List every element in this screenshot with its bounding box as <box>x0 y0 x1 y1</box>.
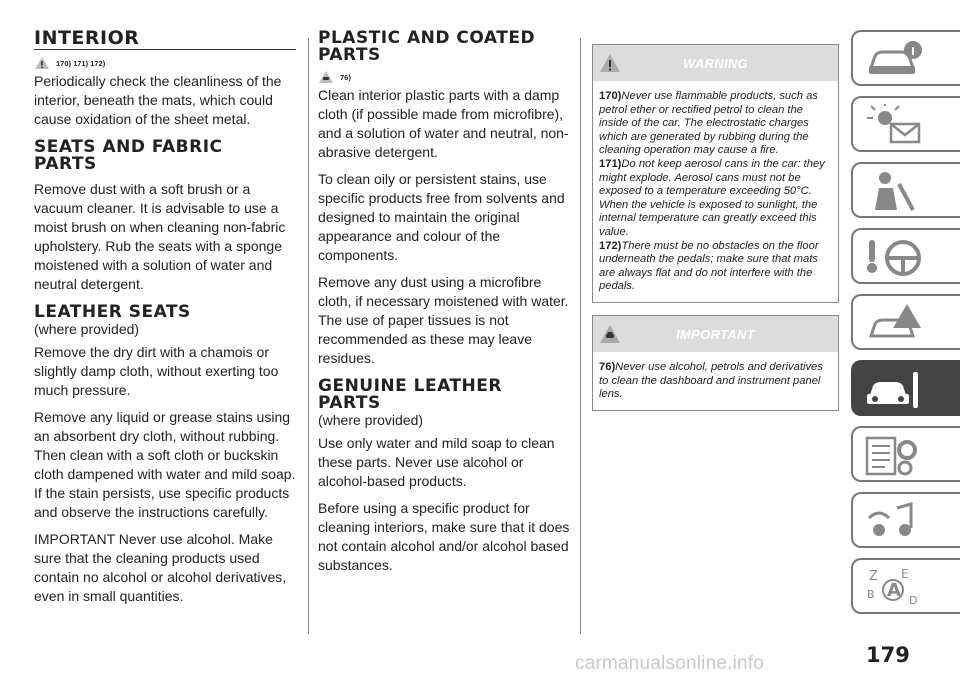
warning-triangle-icon <box>34 56 50 70</box>
page-number: 179 <box>866 643 910 667</box>
warning-box <box>592 44 839 303</box>
paragraph: Periodically check the cleanliness of the interior, beneath the mats, which could cause oxidation of the sheet metal. <box>34 73 282 127</box>
car-caution-icon <box>318 70 334 84</box>
important-item: 76)Never use alcohol, petrols and derivatives to clean the dashboard and instrument panel lens. <box>599 360 823 401</box>
paragraph: Remove any dust using a microfibre cloth, if necessary moistened with water. The use of paper tissues is not recommended as these may leave residues. <box>318 274 569 366</box>
multimedia-icon <box>865 500 925 544</box>
heading-genuine-leather: GENUINE LEATHER PARTS <box>318 376 502 413</box>
paragraph: Clean interior plastic parts with a damp cloth (if possible made from microfibre), and a solution of water and neutral, non-abrasive detergent. <box>318 87 569 160</box>
where-provided-note: (where provided) <box>318 412 424 428</box>
important-title: IMPORTANT <box>676 326 755 342</box>
car-maintenance-icon <box>865 368 925 412</box>
steering-key-icon <box>865 236 925 280</box>
paragraph: Remove any liquid or grease stains using an absorbent dry cloth, without rubbing. Then clean with a soft cloth or buckskin cloth dampened with water and mild soap. If the stain persists, use specific products and observe the instructions carefully. <box>34 409 296 520</box>
important-body <box>593 352 838 410</box>
svg-text:Z: Z <box>869 569 878 584</box>
reference-numbers: 76) <box>340 72 351 82</box>
column-divider <box>580 38 581 634</box>
technical-data-icon <box>865 434 925 478</box>
safety-airbag-icon <box>865 170 925 214</box>
paragraph: IMPORTANT Never use alcohol. Make sure that the cleaning products used contain no alcohol or alcohol derivatives, even in small quantities. <box>34 531 287 604</box>
column-divider <box>308 38 309 634</box>
tab-safety[interactable] <box>851 162 960 218</box>
important-reference <box>318 70 572 84</box>
svg-text:B: B <box>867 588 875 601</box>
warning-title: WARNING <box>683 56 748 71</box>
heading-rule <box>34 49 296 50</box>
index-search-icon <box>865 566 925 610</box>
heading-leather-seats: LEATHER SEATS <box>34 302 191 322</box>
warning-item: 171)Do not keep aerosol cans in the car: they might explode. Aerosol cans must not be exposed to a temperature exceeding 50°C. When the vehicle is exposed to sunlight, the internal temperature can greatly exceed this value. <box>599 157 825 238</box>
emergency-car-icon <box>865 302 925 346</box>
paragraph: To clean oily or persistent stains, use specific products free from solvents and designed to maintain the original appearance and colour of the components. <box>318 171 565 263</box>
svg-text:D: D <box>909 594 918 607</box>
svg-text:A: A <box>887 580 901 601</box>
tab-starting-driving[interactable] <box>851 228 960 284</box>
warning-box-header <box>593 45 838 81</box>
heading-plastic-coated: PLASTIC AND COATED PARTS <box>318 28 536 65</box>
paragraph: Remove dust with a soft brush or a vacuum cleaner. It is advisable to use a moist brush on when cleaning non-fabric upholstery. Rub the seats with a sponge moistened with a solution of water and neutral detergent. <box>34 181 286 292</box>
tab-multimedia[interactable] <box>851 492 960 548</box>
warning-lights-icon <box>865 104 925 148</box>
svg-text:E: E <box>901 567 909 581</box>
warning-reference <box>34 56 296 70</box>
warning-item: 170)Never use flammable products, such as petrol ether or rectified petrol to clean the inside of the car. The electrostatic charges which are generated by rubbing during the cleaning operation may cause a fire. <box>599 90 818 157</box>
paragraph: Use only water and mild soap to clean these parts. Never use alcohol or alcohol-based products. <box>318 435 555 489</box>
tab-warning-lights[interactable] <box>851 96 960 152</box>
warning-body <box>593 81 838 302</box>
tab-emergency[interactable] <box>851 294 960 350</box>
warning-item: 172)There must be no obstacles on the floor underneath the pedals; make sure that mats are always flat and do not interfere with the pedals. <box>599 239 819 293</box>
reference-numbers: 170) 171) 172) <box>56 58 106 68</box>
notes-column <box>592 44 839 411</box>
car-info-icon <box>865 38 925 82</box>
heading-interior: INTERIOR <box>34 27 140 49</box>
paragraph: Remove the dry dirt with a chamois or slightly damp cloth, without exerting too much pressure. <box>34 344 279 398</box>
important-box-header <box>593 316 838 352</box>
tab-technical-data[interactable] <box>851 426 960 482</box>
watermark: carmanualsonline.info <box>575 653 765 674</box>
paragraph: Before using a specific product for cleaning interiors, make sure that it does not contain alcohol and/or alcohol based substances. <box>318 500 570 573</box>
column-middle <box>318 30 572 583</box>
tab-index[interactable] <box>851 558 960 614</box>
heading-seats-fabric: SEATS AND FABRIC PARTS <box>34 137 223 174</box>
tab-knowing-car[interactable] <box>851 30 960 86</box>
column-left <box>34 27 296 614</box>
where-provided-note: (where provided) <box>34 321 140 337</box>
important-box <box>592 315 839 411</box>
tab-servicing-care[interactable] <box>851 360 960 416</box>
